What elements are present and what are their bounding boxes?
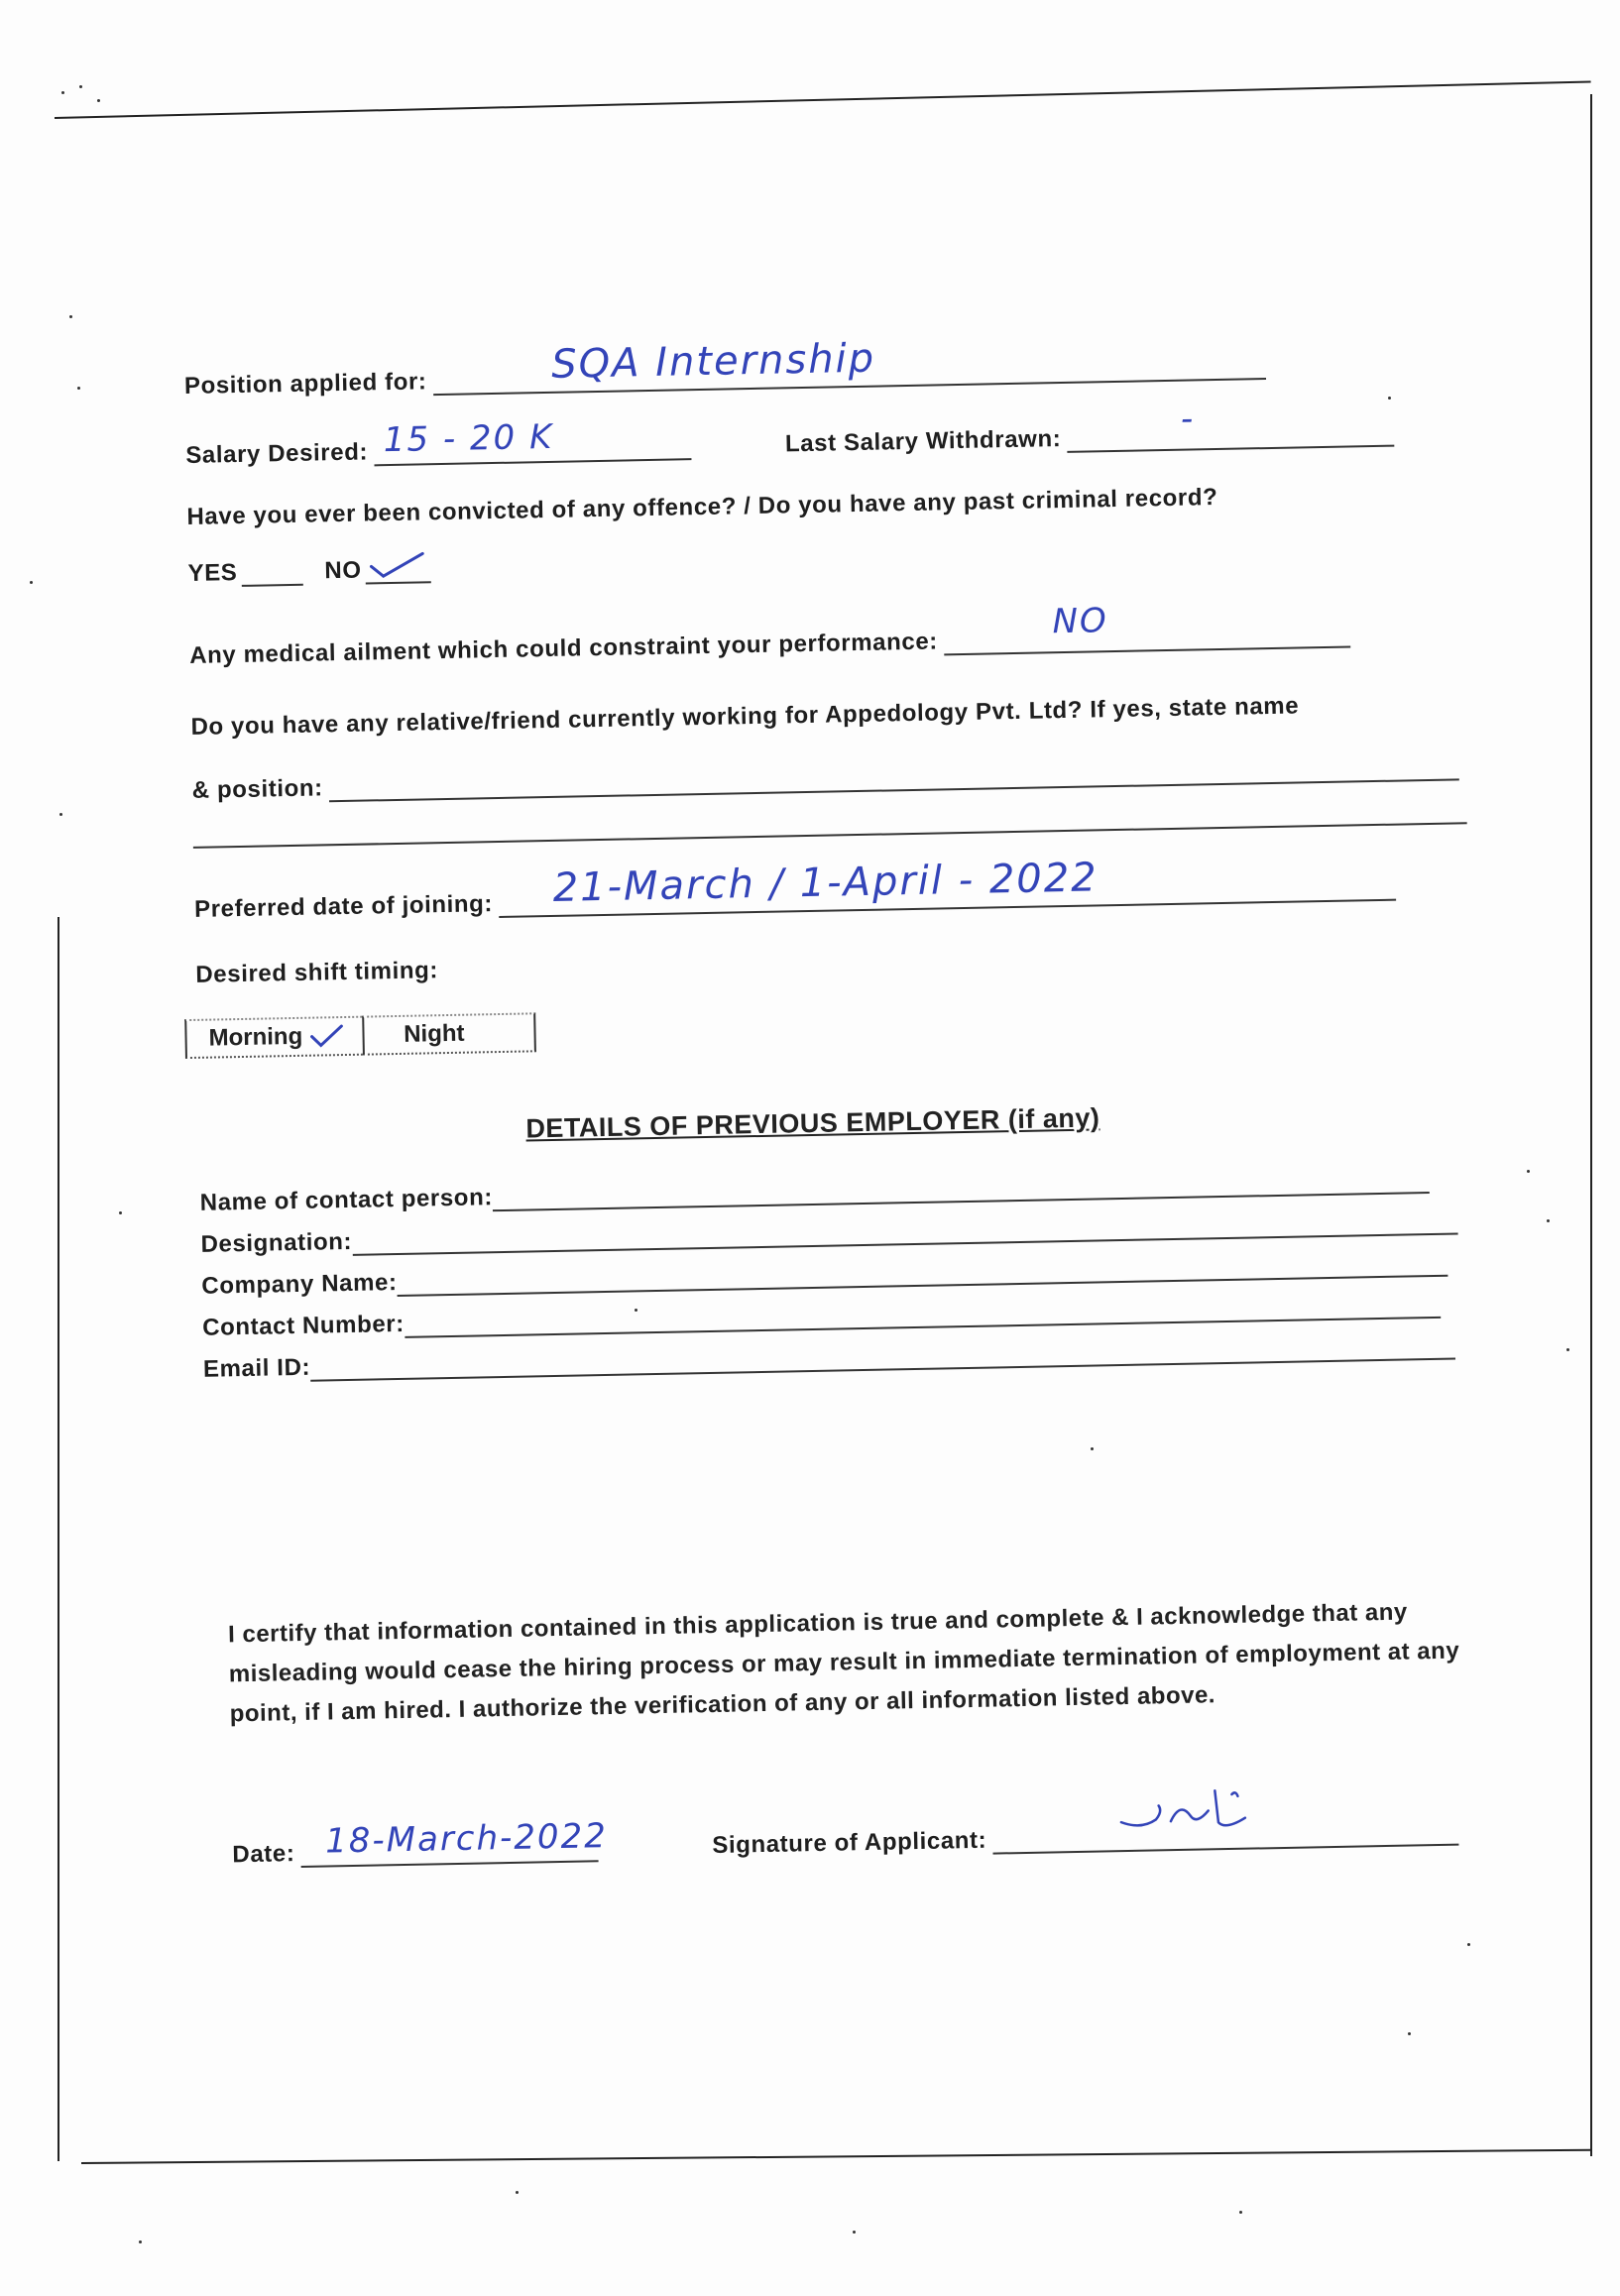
page-border-right: [1590, 94, 1592, 2156]
position-value: SQA Internship: [550, 335, 876, 388]
previous-employer-heading: DETAILS OF PREVIOUS EMPLOYER (if any): [525, 1102, 1100, 1144]
company-name-label: Company Name:: [201, 1269, 398, 1300]
conviction-question: Have you ever been convicted of any offence? / Do you have any past criminal record?: [186, 484, 1218, 530]
salary-row: [185, 399, 1395, 470]
salary-desired-label: Salary Desired:: [185, 438, 369, 469]
shift-label: Desired shift timing:: [195, 957, 439, 988]
signature-label: Signature of Applicant:: [712, 1826, 987, 1860]
contact-number-label: Contact Number:: [201, 1310, 405, 1341]
date-row: [232, 1810, 1458, 1870]
designation-label: Designation:: [200, 1227, 353, 1258]
checkmark-icon: [367, 549, 427, 580]
application-form: [183, 312, 1492, 1869]
page-border-left: [58, 917, 59, 2161]
medical-row: [188, 601, 1350, 669]
shift-option-night-label: Night: [403, 1019, 465, 1048]
no-checkbox[interactable]: [365, 555, 431, 584]
email-label: Email ID:: [202, 1353, 311, 1383]
no-label: NO: [324, 556, 362, 585]
position-row: [183, 335, 1266, 401]
relative-question: Do you have any relative/friend currently working for Appedology Pvt. Ltd? If yes, state name: [190, 692, 1300, 741]
position-label: Position applied for:: [183, 368, 427, 400]
page-border-bottom: [81, 2149, 1591, 2164]
shift-option-night[interactable]: [362, 1012, 536, 1055]
relative-position-label: & position:: [191, 774, 323, 804]
applicant-signature: [1110, 1779, 1260, 1842]
last-salary-field[interactable]: [1067, 399, 1395, 453]
joining-field[interactable]: [499, 855, 1397, 918]
date-field[interactable]: [300, 1816, 609, 1868]
contact-person-label: Name of contact person:: [199, 1184, 494, 1216]
conviction-answer-row: [187, 555, 431, 588]
last-salary-value: -: [1180, 399, 1196, 439]
joining-label: Preferred date of joining:: [193, 890, 494, 923]
medical-field[interactable]: [943, 601, 1350, 655]
checkmark-icon: [308, 1023, 344, 1050]
medical-label: Any medical ailment which could constraint your performance:: [188, 628, 939, 669]
last-salary-label: Last Salary Withdrawn:: [784, 425, 1062, 458]
relative-question-row: [190, 692, 1299, 741]
joining-value: 21-March / 1-April - 2022: [552, 855, 1099, 911]
signature-field[interactable]: [992, 1810, 1459, 1855]
medical-value: NO: [1052, 601, 1109, 642]
salary-desired-field[interactable]: [374, 416, 692, 466]
salary-desired-value: 15 - 20 K: [383, 416, 554, 461]
date-label: Date:: [232, 1840, 295, 1869]
shift-row: [195, 957, 438, 989]
joining-row: [193, 855, 1396, 924]
yes-label: YES: [187, 559, 238, 587]
shift-option-morning[interactable]: [184, 1016, 362, 1059]
page-border-top: [55, 80, 1591, 119]
shift-option-morning-label: Morning: [208, 1022, 303, 1052]
certification-text: I certify that information contained in this application is true and complete & I acknowledge that any misleading would cease the hiring process or may result in immediate termination of employment at any point, if I am hired. I authorize the verification of any or all information listed above.: [227, 1598, 1460, 1728]
conviction-question-row: [186, 484, 1217, 531]
position-field[interactable]: [432, 335, 1266, 396]
yes-checkbox[interactable]: [241, 558, 303, 587]
date-value: 18-March-2022: [324, 1816, 609, 1862]
